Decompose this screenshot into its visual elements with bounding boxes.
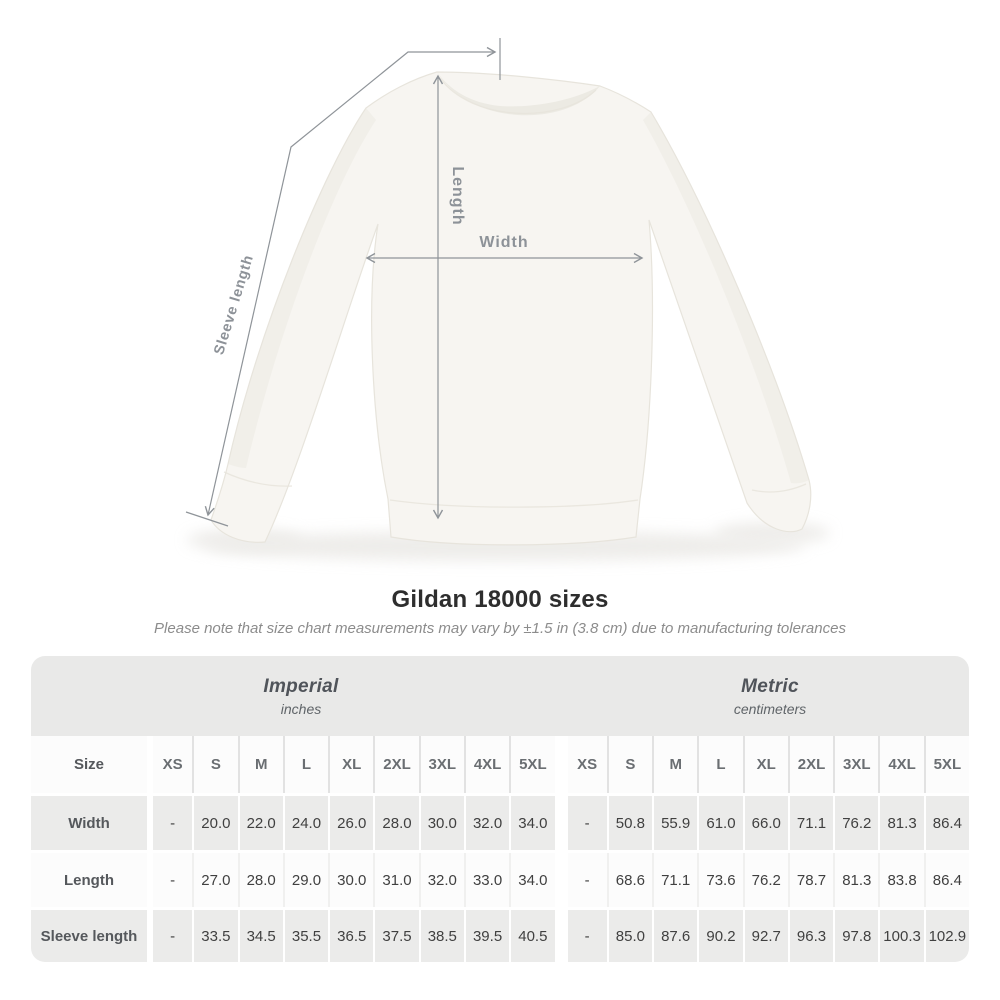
value-cell: 87.6: [652, 910, 697, 962]
value-cell: 73.6: [697, 853, 742, 907]
value-cell: 38.5: [419, 910, 464, 962]
size-column-header: Size: [73, 756, 104, 773]
sweatshirt-image: [211, 72, 811, 545]
value-cell: 37.5: [373, 910, 418, 962]
value-cell: 35.5: [283, 910, 328, 962]
value-cell: 39.5: [464, 910, 509, 962]
tolerance-note: Please note that size chart measurements may vary by ±1.5 in (3.8 cm) due to manufacturing tolerances: [154, 620, 846, 637]
sleeve-length-row: [31, 907, 969, 962]
value-cell: 20.0: [192, 796, 237, 850]
value-cell: 66.0: [743, 796, 788, 850]
size-col-metric-3xl: 3XL: [833, 736, 878, 793]
value-cell: -: [562, 853, 607, 907]
value-cell: -: [147, 853, 192, 907]
size-col-metric-4xl: 4XL: [878, 736, 923, 793]
size-col-imperial-xs: XS: [147, 736, 192, 793]
value-cell: 33.0: [464, 853, 509, 907]
value-cell: -: [562, 910, 607, 962]
section-divider: [555, 796, 562, 850]
size-col-imperial-3xl: 3XL: [419, 736, 464, 793]
value-cell: 97.8: [833, 910, 878, 962]
size-col-imperial-2xl: 2XL: [373, 736, 418, 793]
value-cell: 40.5: [509, 910, 554, 962]
value-cell: 27.0: [192, 853, 237, 907]
size-col-imperial-4xl: 4XL: [464, 736, 509, 793]
value-cell: 31.0: [373, 853, 418, 907]
row-label-sleeve-length: Sleeve length: [40, 927, 138, 945]
value-cell: 81.3: [878, 796, 923, 850]
value-cell: 83.8: [878, 853, 923, 907]
size-col-imperial-xl: XL: [328, 736, 373, 793]
value-cell: 29.0: [283, 853, 328, 907]
value-cell: -: [147, 910, 192, 962]
value-cell: 86.4: [924, 853, 969, 907]
section-divider: [555, 853, 562, 907]
size-chart-table: [31, 656, 969, 962]
value-cell: 102.9: [924, 910, 969, 962]
value-cell: 22.0: [238, 796, 283, 850]
value-cell: 71.1: [788, 796, 833, 850]
metric-title: Metric: [741, 675, 799, 697]
table-header-band: [31, 656, 969, 736]
size-col-imperial-m: M: [238, 736, 283, 793]
value-cell: 30.0: [328, 853, 373, 907]
value-cell: 81.3: [833, 853, 878, 907]
size-col-imperial-l: L: [283, 736, 328, 793]
value-cell: 71.1: [652, 853, 697, 907]
value-cell: 86.4: [924, 796, 969, 850]
size-col-metric-xl: XL: [743, 736, 788, 793]
value-cell: 100.3: [878, 910, 923, 962]
value-cell: 68.6: [607, 853, 652, 907]
size-col-imperial-5xl: 5XL: [509, 736, 554, 793]
sleeve-length-label: Sleeve length: [211, 252, 258, 357]
value-cell: 92.7: [743, 910, 788, 962]
value-cell: 28.0: [238, 853, 283, 907]
value-cell: 90.2: [697, 910, 742, 962]
page-title: Gildan 18000 sizes: [391, 586, 609, 613]
value-cell: 24.0: [283, 796, 328, 850]
size-header-row: [31, 736, 969, 793]
size-col-metric-xs: XS: [562, 736, 607, 793]
value-cell: 34.0: [509, 853, 554, 907]
value-cell: 50.8: [607, 796, 652, 850]
value-cell: 76.2: [833, 796, 878, 850]
imperial-unit: inches: [280, 700, 322, 717]
width-row: [31, 793, 969, 850]
value-cell: -: [562, 796, 607, 850]
size-col-metric-2xl: 2XL: [788, 736, 833, 793]
value-cell: 26.0: [328, 796, 373, 850]
value-cell: 32.0: [419, 853, 464, 907]
metric-unit: centimeters: [733, 700, 807, 717]
value-cell: 34.0: [509, 796, 554, 850]
value-cell: 28.0: [373, 796, 418, 850]
value-cell: 96.3: [788, 910, 833, 962]
size-col-metric-m: M: [652, 736, 697, 793]
metric-section-header: [571, 656, 969, 736]
value-cell: -: [147, 796, 192, 850]
value-cell: 32.0: [464, 796, 509, 850]
value-cell: 33.5: [192, 910, 237, 962]
value-cell: 78.7: [788, 853, 833, 907]
width-label: Width: [479, 234, 529, 251]
value-cell: 85.0: [607, 910, 652, 962]
size-col-metric-l: L: [697, 736, 742, 793]
value-cell: 30.0: [419, 796, 464, 850]
imperial-section-header: [31, 656, 571, 736]
value-cell: 36.5: [328, 910, 373, 962]
imperial-title: Imperial: [263, 675, 339, 697]
length-row: [31, 850, 969, 907]
size-col-metric-5xl: 5XL: [924, 736, 969, 793]
value-cell: 34.5: [238, 910, 283, 962]
value-cell: 55.9: [652, 796, 697, 850]
row-label-width: Width: [68, 814, 110, 832]
size-col-metric-s: S: [607, 736, 652, 793]
length-label: Length: [449, 166, 466, 226]
section-divider: [555, 910, 562, 962]
section-divider: [555, 736, 562, 793]
size-col-imperial-s: S: [192, 736, 237, 793]
row-label-length: Length: [64, 871, 114, 889]
value-cell: 76.2: [743, 853, 788, 907]
value-cell: 61.0: [697, 796, 742, 850]
